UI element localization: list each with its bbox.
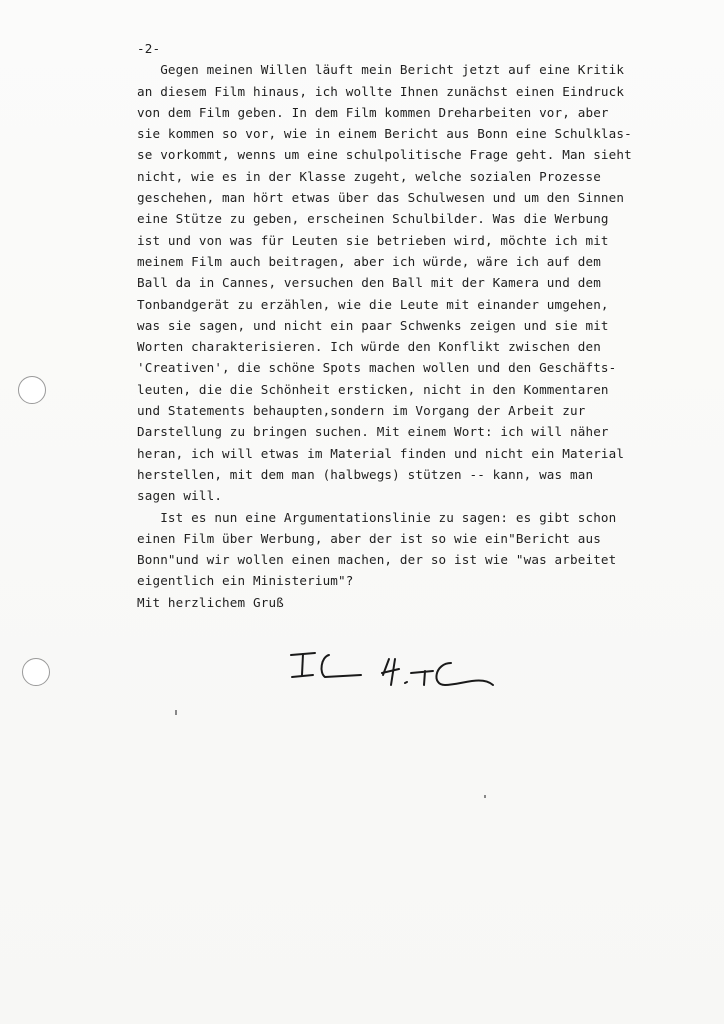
paper-speck [484,795,486,798]
text-line: Ball da in Cannes, versuchen den Ball mit der Kamera und dem [137,275,601,291]
text-line: sie kommen so vor, wie in einem Bericht aus Bonn eine Schulklas- [137,126,632,142]
text-line: Tonbandgerät zu erzählen, wie die Leute mit einander umgehen, [137,296,609,312]
text-line: und Statements behaupten,sondern im Vorgang der Arbeit zur [137,403,586,419]
handwritten-signature [285,645,505,705]
letter-body [137,38,717,613]
text-line: an diesem Film hinaus, ich wollte Ihnen zunächst einen Eindruck [137,83,625,99]
text-line: leuten, die die Schönheit ersticken, nicht in den Kommentaren [137,381,609,397]
text-line: Worten charakterisieren. Ich würde den Konflikt zwischen den [137,339,601,355]
punch-hole-bottom [22,658,50,686]
punch-hole-top [18,376,46,404]
paper-speck [175,710,177,715]
text-line: Darstellung zu bringen suchen. Mit einem Wort: ich will näher [137,424,609,440]
text-line: Bonn"und wir wollen einen machen, der so ist wie "was arbeitet [137,552,617,568]
text-line: Ist es nun eine Argumentationslinie zu sagen: es gibt schon [137,509,617,525]
text-line: heran, ich will etwas im Material finden und nicht ein Material [137,445,625,461]
closing-line: Mit herzlichem Gruß [137,594,284,610]
text-line: geschehen, man hört etwas über das Schulwesen und um den Sinnen [137,190,625,206]
text-line: einen Film über Werbung, aber der ist so wie ein"Bericht aus [137,530,601,546]
text-line: 'Creativen', die schöne Spots machen wollen und den Geschäfts- [137,360,617,376]
text-line: eine Stütze zu geben, erscheinen Schulbilder. Was die Werbung [137,211,609,227]
text-line: meinem Film auch beitragen, aber ich würde, wäre ich auf dem [137,253,601,269]
text-line: herstellen, mit dem man (halbwegs) stützen -- kann, was man [137,466,594,482]
text-line: sagen will. [137,488,223,504]
text-line: ist und von was für Leuten sie betrieben wird, möchte ich mit [137,232,609,248]
text-line: Gegen meinen Willen läuft mein Bericht jetzt auf eine Kritik [137,62,625,78]
page-number: -2- [137,41,161,56]
text-line: was sie sagen, und nicht ein paar Schwenks zeigen und sie mit [137,317,609,333]
text-line: se vorkommt, wenns um eine schulpolitische Frage geht. Man sieht [137,147,632,163]
text-line: nicht, wie es in der Klasse zugeht, welche sozialen Prozesse [137,168,601,184]
text-line: von dem Film geben. In dem Film kommen Dreharbeiten vor, aber [137,104,609,120]
text-line: eigentlich ein Ministerium"? [137,573,354,589]
